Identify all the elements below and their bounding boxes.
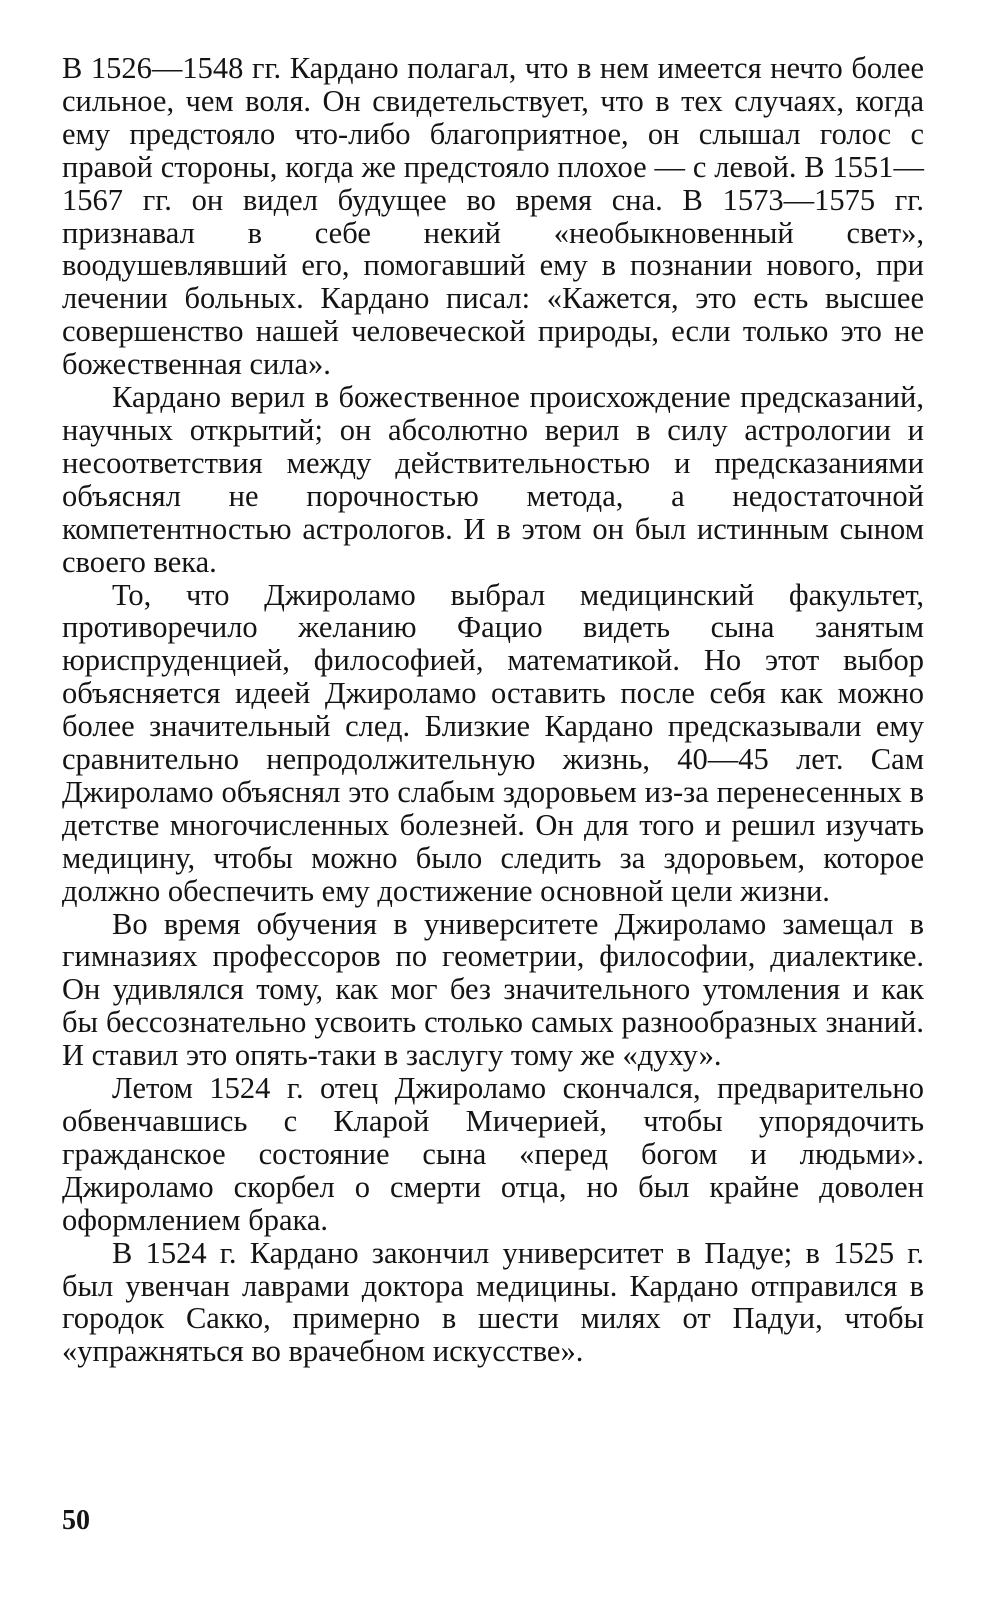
paragraph: Летом 1524 г. отец Джироламо скончался, предварительно обвенчавшись с Кларой Мичерией, чтобы упорядочить гражданское состояние сына «перед богом и людьми». Джироламо скорбел о смерти отца, но был крайне доволен оформлением брака. bbox=[62, 1071, 924, 1237]
paragraph: Во время обучения в университете Джироламо замещал в гимназиях профессоров по геометрии, философии, диалектике. Он удивлялся тому, как мог без значительного утомления и как бы бессознательно усвоить столько самых разнообразных знаний. И ставил это опять-таки в заслугу тому же «духу». bbox=[62, 906, 924, 1073]
body-text bbox=[62, 52, 924, 1368]
paragraph: В 1524 г. Кардано закончил университет в Падуе; в 1525 г. был увенчан лаврами доктора медицины. Кардано отправился в городок Сакко, примерно в шести милях от Падуи, чтобы «упражняться во врачебном искусстве». bbox=[62, 1235, 924, 1369]
paragraph: То, что Джироламо выбрал медицинский факультет, противоречило желанию Фацио видеть сына занятым юриспруденцией, философией, математикой. Но этот выбор объясняется идеей Джироламо оставить после себя как можно более значительный след. Близкие Кардано предсказывали ему сравнительно непродолжительную жизнь, 40—45 лет. Сам Джироламо объяснял это слабым здоровьем из-за перенесенных в детстве многочисленных болезней. Он для того и решил изучать медицину, чтобы можно было следить за здоровьем, которое должно обеспечить ему достижение основной цели жизни. bbox=[62, 577, 924, 908]
paragraph: В 1526—1548 гг. Кардано полагал, что в нем имеется нечто более сильное, чем воля. Он свидетельствует, что в тех случаях, когда ему предстояло что-либо благоприятное, он слышал голос с правой стороны, когда же предстояло плохое — с левой. В 1551—1567 гг. он видел будущее во время сна. В 1573—1575 гг. признавал в себе некий «необыкновенный свет», воодушевлявший его, помогавший ему в познании нового, при лечении больных. Кардано писал: «Кажется, это есть высшее совершенство нашей человеческой природы, если только это не божественная сила». bbox=[62, 51, 924, 382]
page-number: 50 bbox=[62, 1505, 90, 1536]
paragraph: Кардано верил в божественное происхождение предсказаний, научных открытий; он абсолютно верил в силу астрологии и несоответствия между действительностью и предсказаниями объяснял не порочностью метода, а недостаточной компетентностью астрологов. И в этом он был истинным сыном своего века. bbox=[62, 380, 924, 579]
